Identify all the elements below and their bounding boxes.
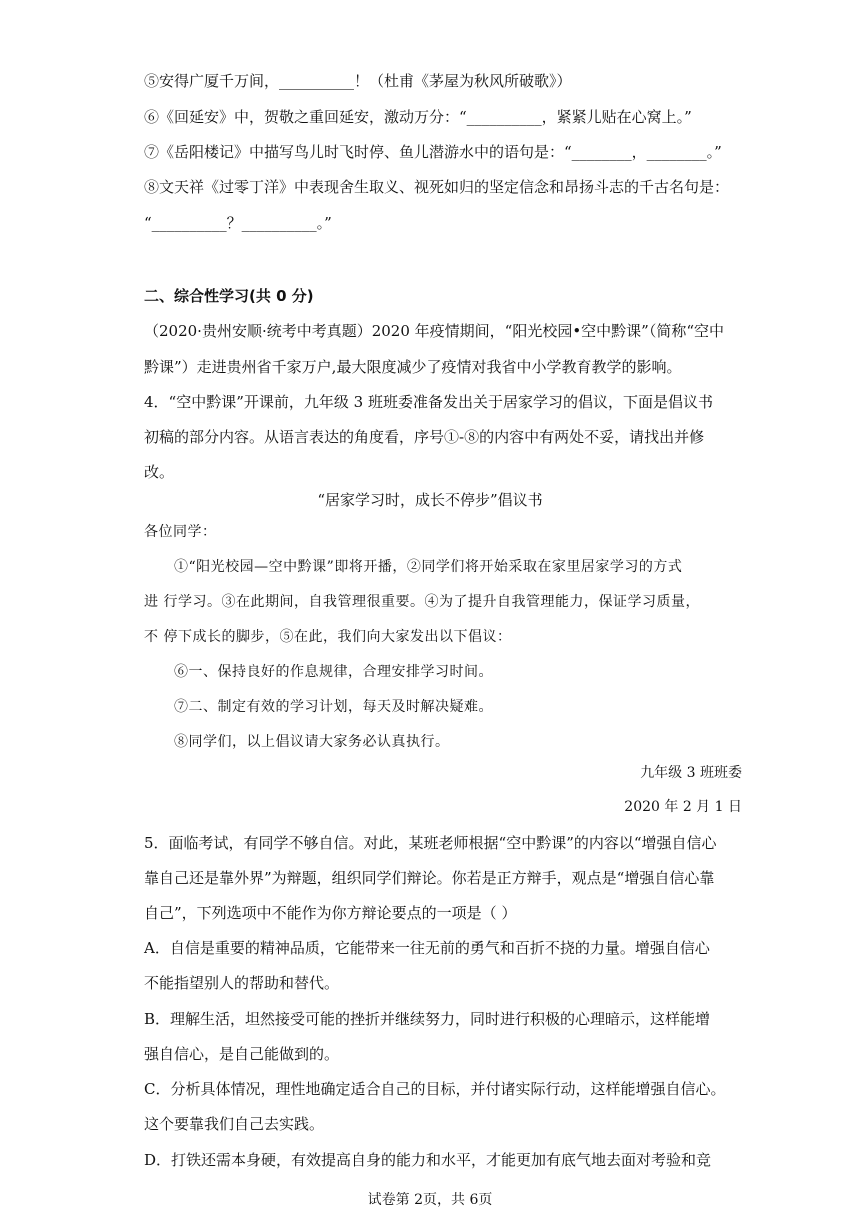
letter-paragraph-3: 不 停下成长的脚步，⑤在此，我们向大家发出以下倡议： <box>144 629 512 645</box>
option-c-line-1: C．分析具体情况，理性地确定适合自己的目标，并付诸实际行动，这样能增强自信心。 <box>144 1080 726 1098</box>
letter-item-7: ⑦二、制定有效的学习计划，每天及时解决疑难。 <box>174 699 493 715</box>
question4-line-2: 初稿的部分内容。从语言表达的角度看，序号①-⑧的内容中有两处不妥，请找出并修 <box>144 428 705 446</box>
letter-title: “居家学习时，成长不停步”倡议书 <box>317 491 543 509</box>
question5-line-1: 5．面临考试，有同学不够自信。对此，某班老师根据“空中黔课”的内容以“增强自信心 <box>144 834 717 852</box>
question4-line-3: 改。 <box>144 463 175 481</box>
question-line-8-blank: “__________？__________。” <box>144 214 332 232</box>
question-line-5: ⑤安得广厦千万间，__________！（杜甫《茅屋为秋风所破歌》） <box>144 72 572 90</box>
letter-paragraph-2: 进 行学习。③在此期间，自我管理很重要。④为了提升自我管理能力，保证学习质量， <box>144 594 700 610</box>
letter-greeting: 各位同学： <box>144 524 217 540</box>
option-b-line-1: B．理解生活，坦然接受可能的挫折并继续努力，同时进行积极的心理暗示，这样能增 <box>144 1010 711 1028</box>
option-a-line-2: 不能指望别人的帮助和替代。 <box>144 974 340 992</box>
option-d-line-1: D．打铁还需本身硬，有效提高自身的能力和水平，才能更加有底气地去面对考验和竞 <box>144 1151 712 1169</box>
question5-line-2: 靠自己还是靠外界”为辩题，组织同学们辩论。你若是正方辩手，观点是“增强自信心靠 <box>144 869 715 887</box>
option-b-line-2: 强自信心，是自己能做到的。 <box>144 1045 340 1063</box>
option-a-line-1: A．自信是重要的精神品质，它能带来一往无前的勇气和百折不挠的力量。增强自信心 <box>144 939 710 957</box>
question-line-7: ⑦《岳阳楼记》中描写鸟儿时飞时停、鱼儿潜游水中的语句是：“________，________。” <box>144 143 722 161</box>
option-c-line-2: 这个要靠我们自己去实践。 <box>144 1115 325 1133</box>
question-line-6: ⑥《回延安》中，贺敬之重回延安，激动万分：“__________，紧紧儿贴在心窝上。” <box>144 108 692 126</box>
intro-line-1: （2020·贵州安顺·统考中考真题）2020 年疫情期间，“阳光校园•空中黔课”（简称“空中 <box>144 322 725 340</box>
letter-paragraph-1: ①“阳光校园—空中黔课”即将开播，②同学们将开始采取在家里居家学习的方式 <box>174 559 683 575</box>
letter-date: 2020 年 2 月 1 日 <box>624 799 742 815</box>
question-line-8: ⑧文天祥《过零丁洋》中表现舍生取义、视死如归的坚定信念和昂扬斗志的千古名句是： <box>144 178 730 196</box>
intro-line-2: 黔课”）走进贵州省千家万户,最大限度减少了疫情对我省中小学教育教学的影响。 <box>144 358 682 376</box>
page-footer: 试卷第 2页，共 6页 <box>367 1192 493 1208</box>
letter-item-6: ⑥一、保持良好的作息规律，合理安排学习时间。 <box>174 664 493 680</box>
question4-line-1: 4．“空中黔课”开课前，九年级 3 班班委准备发出关于居家学习的倡议，下面是倡议书 <box>144 393 713 411</box>
question5-line-3: 自己”，下列选项中不能作为你方辩论要点的一项是（ ） <box>144 904 517 922</box>
letter-item-8: ⑧同学们，以上倡议请大家务必认真执行。 <box>174 734 450 750</box>
letter-signer: 九年级 3 班班委 <box>640 765 742 781</box>
section-title: 二、综合性学习(共 0 分) <box>144 287 314 305</box>
